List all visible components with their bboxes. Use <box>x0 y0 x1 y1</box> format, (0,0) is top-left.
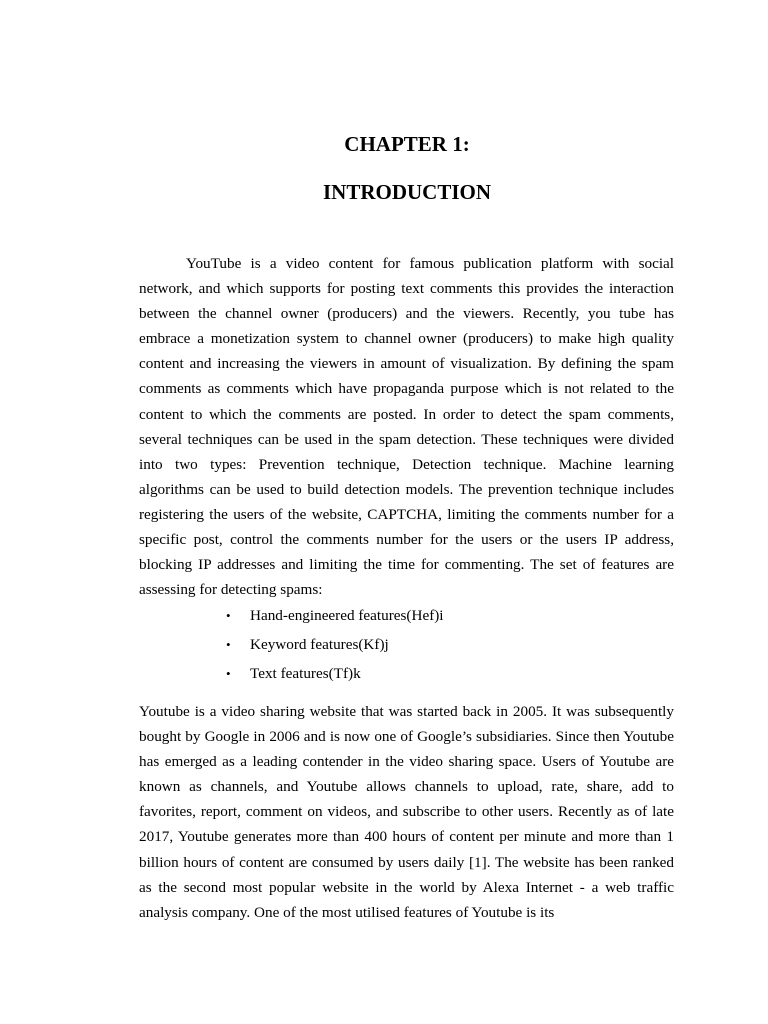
intro-paragraph-1 <box>139 251 674 602</box>
intro-paragraph-2: Youtube is a video sharing website that was started back in 2005. It was subsequently bought by Google in 2006 and is now one of Google’s subsidiaries. Since then Youtube has emerged as a leading contender in the video sharing space. Users of Youtube are known as channels, and Youtube allows channels to upload, rate, share, add to favorites, report, comment on videos, and subscribe to other users. Recently as of late 2017, Youtube generates more than 400 hours of content per minute and more than 1 billion hours of content are consumed by users daily [1]. The website has been ranked as the second most popular website in the world by Alexa Internet - a web traffic analysis company. One of the most utilised features of Youtube is its <box>139 703 674 921</box>
bullet-icon: • <box>226 637 231 652</box>
list-item <box>226 661 444 690</box>
list-item <box>226 632 444 661</box>
list-item <box>226 603 444 632</box>
intro-paragraph-1-text: YouTube is a video content for famous publication platform with social network, and which supports for posting text comments this provides the interaction between the channel owner (producers) and the viewers. Recently, you tube has embrace a monetization system to channel owner (producers) to make high quality content and increasing the viewers in amount of visualization. By defining the spam comments as comments which have propaganda purpose which is not related to the content to which the comments are posted. In order to detect the spam comments, several techniques can be used in the spam detection. These techniques were divided into two types: Prevention technique, Detection technique. Machine learning algorithms can be used to build detection models. The prevention technique includes registering the users of the website, CAPTCHA, limiting the comments number for a specific post, control the comments number for the users or the users IP address, blocking IP addresses and limiting the time for commenting. The set of features are assessing for detecting spams: <box>139 255 674 599</box>
list-item-text: Text features(Tf)k <box>250 665 361 682</box>
list-item-text: Hand-engineered features(Hef)i <box>250 607 444 624</box>
bullet-icon: • <box>226 608 231 623</box>
list-item-text: Keyword features(Kf)j <box>250 636 389 653</box>
bullet-icon: • <box>226 666 231 681</box>
feature-list <box>226 603 444 690</box>
section-heading: INTRODUCTION <box>322 180 492 204</box>
chapter-heading: CHAPTER 1: <box>344 132 470 156</box>
